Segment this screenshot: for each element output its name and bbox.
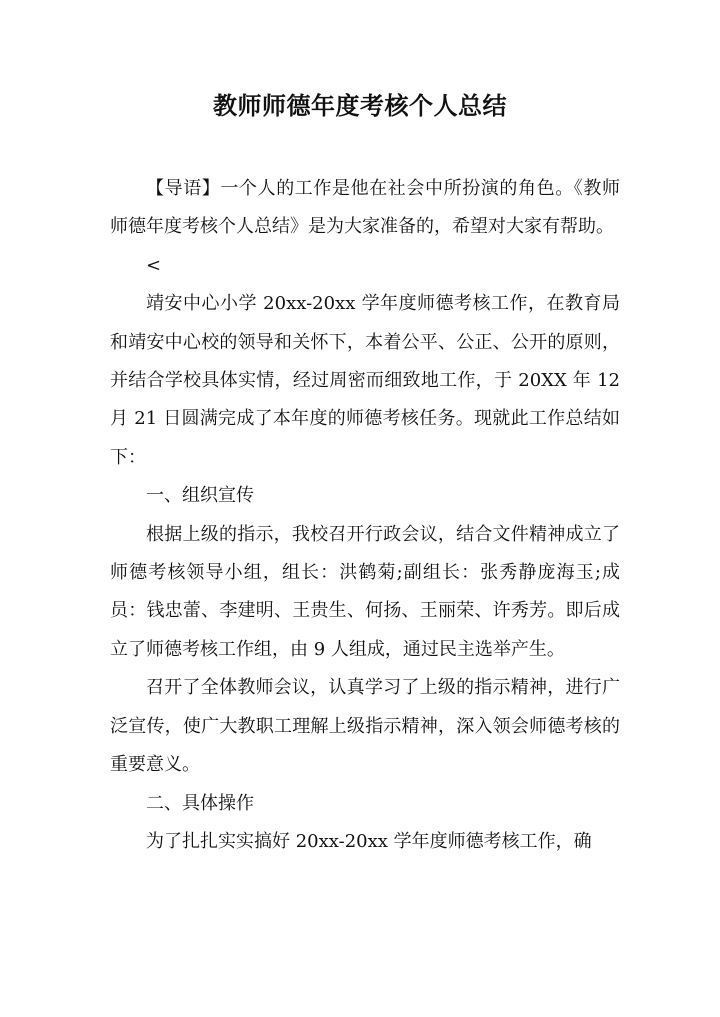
meeting-paragraph: 召开了全体教师会议，认真学习了上级的指示精神，进行广泛宣传，使广大教职工理解上级指示精神，深入领会师德考核的重要意义。: [110, 677, 620, 776]
section-heading-organization: 一、组织宣传: [146, 485, 254, 507]
intro-paragraph: 【导语】一个人的工作是他在社会中所扮演的角色。《教师师德年度考核个人总结》是为大家准备的，希望对大家有帮助。: [110, 178, 620, 238]
bracket-paragraph: <: [146, 254, 162, 276]
document-title: 教师师德年度考核个人总结: [213, 92, 507, 120]
section-heading-operation: 二、具体操作: [146, 792, 254, 814]
organization-paragraph: 根据上级的指示，我校召开行政会议，结合文件精神成立了师德考核领导小组，组长：洪鹤菊;副组长：张秀静庞海玉;成员：钱忠蕾、李建明、王贵生、何扬、王丽荣、许秀芳。即后成立了师德考核工作组，由 9 人组成，通过民主选举产生。: [110, 523, 620, 660]
overview-paragraph: 靖安中心小学 20xx-20xx 学年度师德考核工作，在教育局和靖安中心校的领导和关怀下，本着公平、公正、公开的原则，并结合学校具体实情，经过周密而细致地工作，于 20XX 年 12 月 21 日圆满完成了本年度的师德考核任务。现就此工作总结如下：: [110, 293, 620, 468]
document-body: [110, 170, 620, 861]
operation-paragraph: 为了扎扎实实搞好 20xx-20xx 学年度师德考核工作，确: [146, 830, 592, 852]
